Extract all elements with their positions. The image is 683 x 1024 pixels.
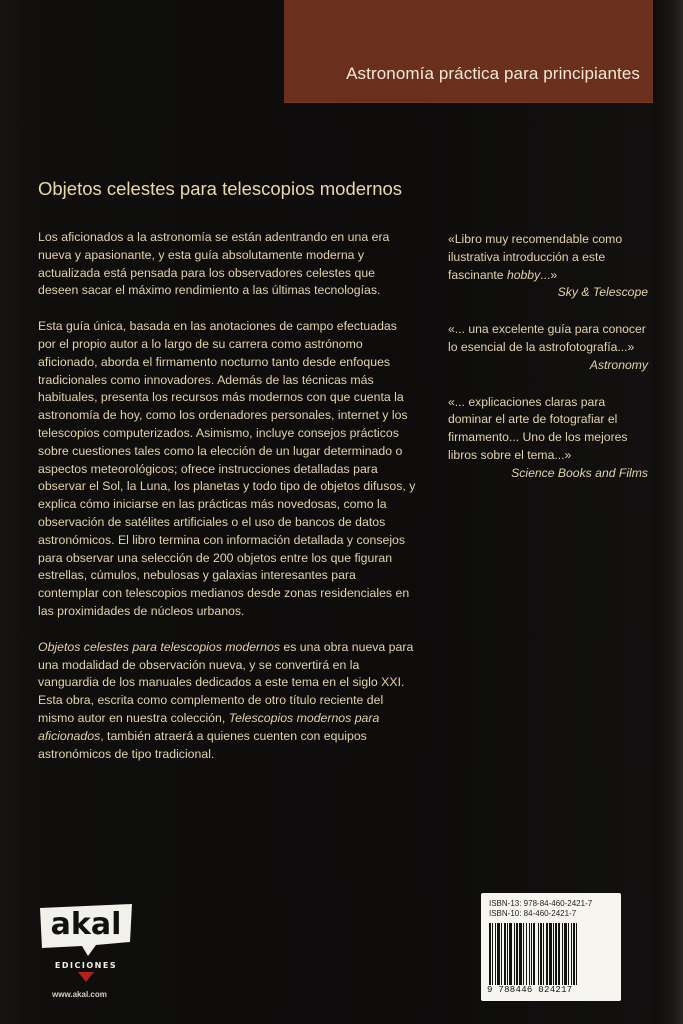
- isbn-10: ISBN-10: 84-460-2421-7: [489, 909, 577, 918]
- isbn-13: ISBN-13: 978-84-460-2421-7: [489, 899, 593, 908]
- review-quote: [448, 394, 648, 483]
- quote-source: Sky & Telescope: [557, 285, 648, 300]
- publisher-url: www.akal.com: [52, 990, 107, 999]
- quote-text-b: ...»: [540, 267, 558, 282]
- paragraph-3: [38, 639, 418, 764]
- paragraph-2: Esta guía única, basada en las anotaciones de campo efectuadas por el propio autor a lo largo de su carrera como astrónomo aficionado, aborda el firmamento nocturno tanto desde enfoques tradicionales como innovadores. Además de las técnicas más habituales, presenta los recursos más modernos con que cuenta la astronomía de hoy, como los ordenadores personales, internet y los telescopios computerizados. Asimismo, incluye consejos prácticos sobre cuestiones tales como la elección de un lugar determinado o aspectos meteorológicos; ofrece instrucciones detalladas para observar el Sol, la Luna, los planetas y todo tipo de objetos difusos, y explica cómo iniciarse en las prácticas más novedosas, como la observación de satélites artificiales o el uso de bancos de datos astronómicos. El libro termina con información detallada y consejos para observar una selección de 200 objetos entre los que figuran estrellas, cúmulos, nebulosas y galaxias interesantes para contemplar con telescopios medianos desde zonas residenciales en las proximidades de núcleos urbanos.: [38, 319, 416, 618]
- series-banner: [284, 0, 654, 103]
- logo-text: akal: [50, 907, 122, 942]
- quote-text-a: «Libro muy recomendable como ilustrativa introducción a este fascinante: [448, 232, 623, 282]
- review-quote: [448, 321, 648, 374]
- quote-text: [448, 394, 648, 465]
- paragraph-3-text-a: es una obra nueva para una modalidad de observación nueva, y se convertirá en la vanguardia de los manuales dedicados a este tema en el siglo XXI. Esta obra, escrita como complemento de otro título reciente del mismo autor en nuestra colección,: [38, 639, 414, 725]
- quote-text-a: «... una excelente guía para conocer lo esencial de la astrofotografía...»: [448, 322, 646, 354]
- review-quotes: [448, 231, 648, 502]
- quote-text: [448, 231, 648, 284]
- barcode-digits: 9 788446 024217: [487, 985, 573, 995]
- paragraph-3-text-b: , también atraerá a quienes cuenten con equipos astronómicos de tipo tradicional.: [38, 728, 367, 761]
- quote-text: [448, 321, 648, 357]
- paragraph-1: Los aficionados a la astronomía se están adentrando en una era nueva y apasionante, y esta guía absolutamente moderna y actualizada está pensada para los observadores celestes que deseen sacar el máximo rendimiento a las últimas tecnologías.: [38, 230, 390, 298]
- description-text: [38, 229, 418, 781]
- paragraph-3-title: Objetos celestes para telescopios modernos: [38, 639, 280, 654]
- barcode-bars-icon: [489, 923, 613, 985]
- book-title: Objetos celestes para telescopios modernos: [38, 178, 403, 199]
- logo-subtext: EDICIONES: [54, 961, 118, 970]
- quote-text-a: «... explicaciones claras para dominar el arte de fotografiar el firmamento... Uno de los mejores libros sobre el tema...»: [448, 394, 628, 462]
- publisher-logo: [36, 890, 136, 985]
- series-title: Astronomía práctica para principiantes: [346, 64, 640, 83]
- review-quote: [448, 231, 648, 302]
- quote-source: Astronomy: [589, 357, 648, 372]
- paragraph-3-related-title: Telescopios modernos para aficionados: [38, 710, 380, 743]
- spine-edge: [653, 0, 683, 1024]
- akal-logo-icon: [36, 890, 136, 985]
- quote-text-italic: hobby: [506, 267, 541, 282]
- quote-source: Science Books and Films: [511, 465, 648, 480]
- barcode: [481, 893, 621, 1001]
